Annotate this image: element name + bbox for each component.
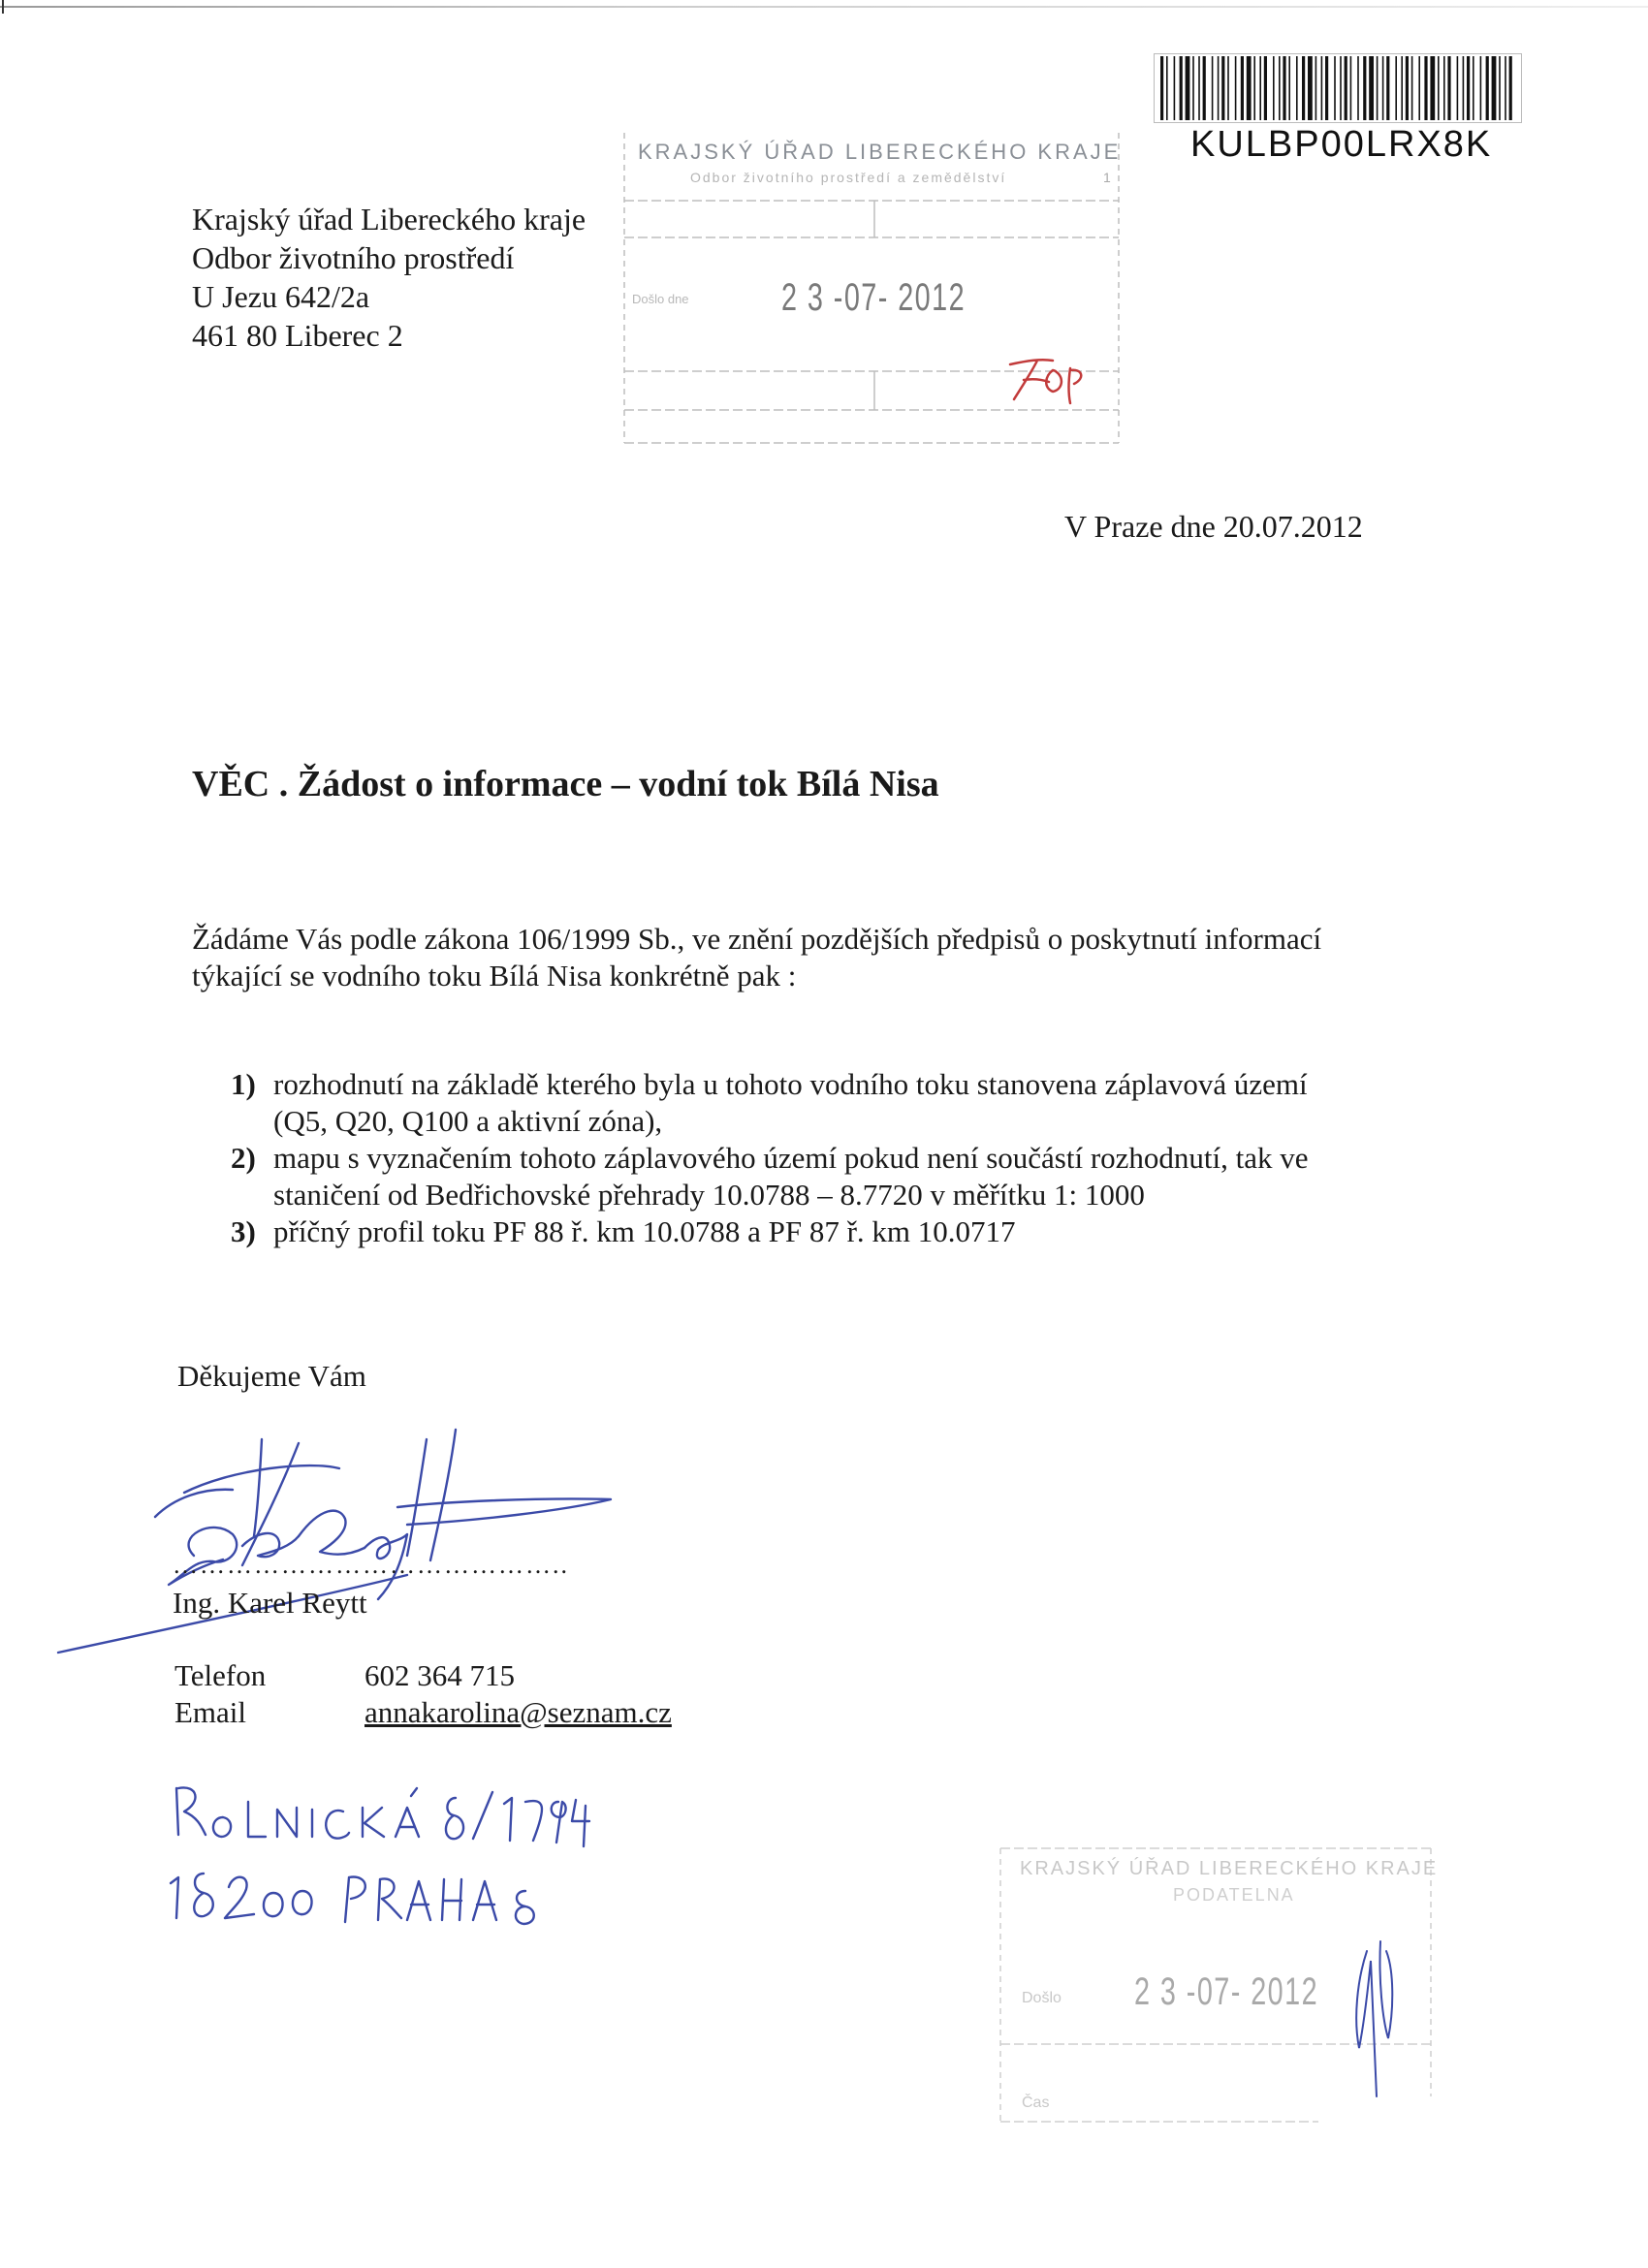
filing-stamp-date: 2 3 -07- 2012 bbox=[1134, 1970, 1319, 2013]
request-item bbox=[231, 1213, 1309, 1250]
barcode-bar bbox=[1259, 56, 1261, 120]
barcode-bar bbox=[1457, 56, 1459, 120]
recipient-line-3: U Jezu 642/2a bbox=[192, 279, 370, 314]
barcode-bar bbox=[1480, 56, 1482, 120]
barcode-bar bbox=[1357, 56, 1359, 120]
closing-text: Děkujeme Vám bbox=[177, 1359, 366, 1393]
barcode-bar bbox=[1411, 56, 1413, 120]
registry-stamp-date: 2 3 -07- 2012 bbox=[781, 276, 967, 319]
signature-dotted-line: …………………………………….. bbox=[173, 1551, 569, 1579]
barcode-bar bbox=[1492, 56, 1497, 120]
barcode-bar bbox=[1247, 56, 1252, 120]
barcode-bar bbox=[1186, 56, 1190, 120]
barcode-bar bbox=[1273, 56, 1275, 120]
request-item bbox=[231, 1066, 1309, 1140]
barcode-bar bbox=[1395, 56, 1397, 120]
barcode-bar bbox=[1227, 56, 1229, 120]
barcode-bar bbox=[1499, 56, 1501, 120]
scan-edge-line bbox=[0, 6, 1648, 8]
intro-paragraph bbox=[192, 921, 1394, 994]
barcode-bar bbox=[1321, 56, 1323, 120]
barcode-bar bbox=[1302, 56, 1305, 120]
filing-stamp bbox=[998, 1844, 1439, 2126]
barcode-bar bbox=[1264, 56, 1267, 120]
barcode-bar bbox=[1401, 56, 1403, 120]
registry-stamp-title: KRAJSKÝ ÚŘAD LIBERECKÉHO KRAJE bbox=[638, 140, 1122, 164]
barcode-bar bbox=[1212, 56, 1214, 120]
request-item bbox=[231, 1140, 1309, 1213]
barcode-bar bbox=[1430, 56, 1435, 120]
barcode-bar bbox=[1235, 56, 1237, 120]
recipient-line-1: Krajský úřad Libereckého kraje bbox=[192, 202, 586, 236]
barcode-bar bbox=[1345, 56, 1347, 120]
barcode-bar bbox=[1369, 56, 1374, 120]
registry-stamp-subtitle: Odbor životního prostředí a zemědělství bbox=[690, 170, 1007, 185]
filing-stamp-received-label: Došlo bbox=[1022, 1990, 1062, 2006]
barcode-bar bbox=[1447, 56, 1450, 120]
barcode-bar bbox=[1377, 56, 1379, 120]
barcode-bar bbox=[1308, 56, 1313, 120]
barcode-bar bbox=[1386, 56, 1389, 120]
filing-stamp-subtitle: PODATELNA bbox=[1173, 1885, 1295, 1905]
barcode-bar bbox=[1505, 56, 1506, 120]
barcode-bar bbox=[1463, 56, 1465, 120]
barcode-bar bbox=[1174, 56, 1176, 120]
barcode-bar bbox=[1438, 56, 1440, 120]
barcode bbox=[1154, 53, 1522, 123]
recipient-line-4: 461 80 Liberec 2 bbox=[192, 318, 403, 353]
phone-value: 602 364 715 bbox=[364, 1658, 515, 1692]
filing-stamp-initials bbox=[1338, 1922, 1415, 2116]
barcode-bar bbox=[1467, 56, 1470, 120]
barcode-bar bbox=[1363, 56, 1366, 120]
place-and-date: V Praze dne 20.07.2012 bbox=[1064, 509, 1363, 544]
filing-stamp-time-label: Čas bbox=[1022, 2095, 1050, 2111]
email-link[interactable]: annakarolina@seznam.cz bbox=[364, 1695, 672, 1729]
barcode-bar bbox=[1218, 56, 1220, 120]
email-label: Email bbox=[174, 1695, 247, 1729]
handwritten-signature bbox=[39, 1420, 640, 1672]
scan-corner-mark bbox=[2, 0, 4, 14]
barcode-bar bbox=[1221, 56, 1224, 120]
barcode-bar bbox=[1473, 56, 1474, 120]
barcode-bar bbox=[1288, 56, 1290, 120]
barcode-bar bbox=[1424, 56, 1427, 120]
barcode-bar bbox=[1253, 56, 1255, 120]
barcode-bar bbox=[1509, 56, 1512, 120]
registry-stamp-handwritten-note bbox=[981, 349, 1088, 407]
request-list bbox=[231, 1066, 1309, 1250]
barcode-bar bbox=[1325, 56, 1328, 120]
barcode-bar bbox=[1334, 56, 1336, 120]
intro-line-2: týkající se vodního toku Bílá Nisa konkrétně pak : bbox=[192, 959, 797, 992]
request-item-line-2: staničení od Bedřichovské přehrady 10.0788 – 8.7720 v měřítku 1: 1000 bbox=[273, 1178, 1145, 1212]
request-item-number: 2) bbox=[231, 1141, 256, 1175]
barcode-bar bbox=[1283, 56, 1285, 120]
barcode-bar bbox=[1203, 56, 1206, 120]
recipient-address bbox=[192, 200, 586, 355]
recipient-line-2: Odbor životního prostředí bbox=[192, 240, 515, 275]
handwritten-address bbox=[165, 1759, 591, 1934]
barcode-bar bbox=[1315, 56, 1317, 120]
registry-stamp-received-label: Došlo dne bbox=[632, 292, 689, 306]
request-item-line-1: rozhodnutí na základě kterého byla u tohoto vodního toku stanovena záplavová území bbox=[273, 1067, 1308, 1101]
barcode-bar bbox=[1160, 56, 1163, 120]
filing-stamp-title: KRAJSKÝ ÚŘAD LIBERECKÉHO KRAJE bbox=[1020, 1858, 1439, 1879]
request-item-line-2: (Q5, Q20, Q100 a aktivní zóna), bbox=[273, 1104, 663, 1138]
intro-line-1: Žádáme Vás podle zákona 106/1999 Sb., ve znění pozdějších předpisů o poskytnutí informací bbox=[192, 922, 1322, 956]
barcode-bar bbox=[1486, 56, 1489, 120]
request-item-number: 3) bbox=[231, 1214, 256, 1248]
barcode-bar bbox=[1198, 56, 1200, 120]
barcode-code: KULBP00LRX8K bbox=[1190, 124, 1493, 165]
barcode-bar bbox=[1180, 56, 1183, 120]
registry-stamp bbox=[620, 121, 1123, 451]
letter-subject: VĚC . Žádost o informace – vodní tok Bílá Nisa bbox=[192, 764, 939, 804]
barcode-bars bbox=[1155, 54, 1521, 122]
barcode-bar bbox=[1350, 56, 1352, 120]
signer-name: Ing. Karel Reytt bbox=[173, 1586, 367, 1620]
barcode-bar bbox=[1382, 56, 1384, 120]
barcode-bar bbox=[1406, 56, 1409, 120]
registry-stamp-number: 1 bbox=[1103, 170, 1111, 185]
barcode-bar bbox=[1166, 56, 1168, 120]
barcode-bar bbox=[1443, 56, 1445, 120]
barcode-bar bbox=[1296, 56, 1298, 120]
phone-label: Telefon bbox=[174, 1658, 267, 1692]
barcode-bar bbox=[1192, 56, 1194, 120]
barcode-bar bbox=[1340, 56, 1342, 120]
request-item-line-1: mapu s vyznačením tohoto záplavového území pokud není součástí rozhodnutí, tak ve bbox=[273, 1141, 1309, 1175]
barcode-bar bbox=[1279, 56, 1281, 120]
request-item-line-1: příčný profil toku PF 88 ř. km 10.0788 a PF 87 ř. km 10.0717 bbox=[273, 1214, 1016, 1248]
barcode-bar bbox=[1241, 56, 1244, 120]
barcode-bar bbox=[1418, 56, 1420, 120]
request-item-number: 1) bbox=[231, 1067, 256, 1101]
